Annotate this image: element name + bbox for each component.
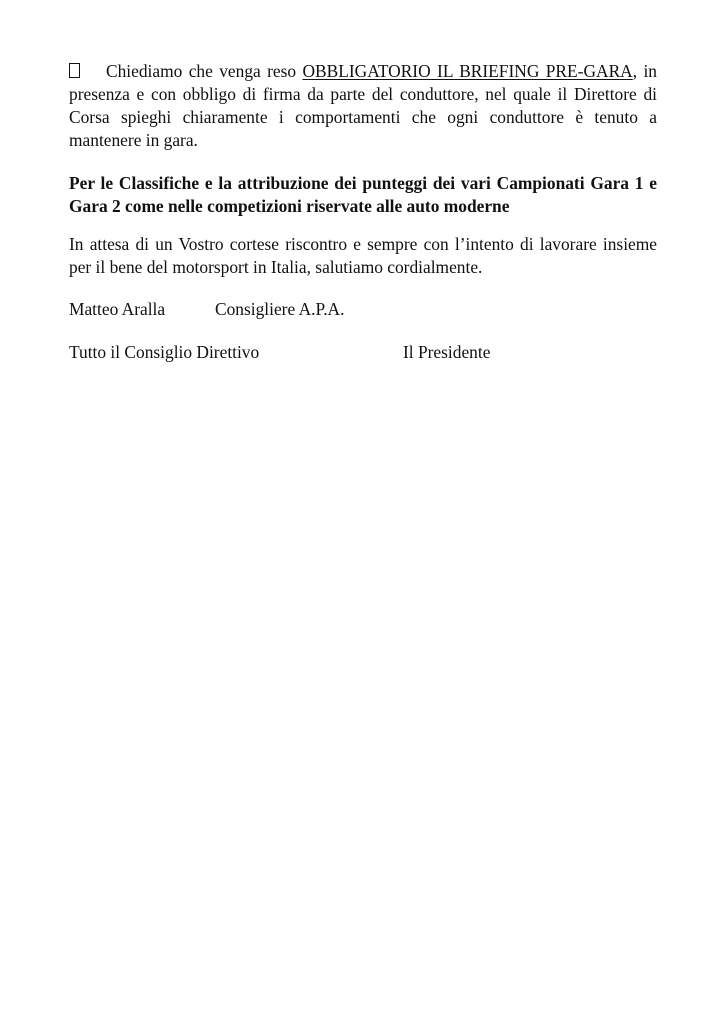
signer-name: Matteo Aralla — [69, 299, 166, 319]
classification-note: Per le Classifiche e la attribuzione dei punteggi dei vari Campionati Gara 1 e Gara 2 come nelle competizioni riservate alle auto moderne — [69, 173, 657, 216]
briefing-request-rest: , in presenza e con obbligo di firma da parte del conduttore, nel quale il Direttore di Corsa spieghi chiaramente i comportamenti che ogni conduttore è tenuto a mantenere in gara. — [69, 61, 657, 150]
briefing-obligatory-emphasis: OBBLIGATORIO IL BRIEFING PRE-GARA — [302, 61, 633, 81]
council-signature: Tutto il Consiglio Direttivo — [69, 342, 260, 362]
briefing-request-lead: Chiediamo che venga reso — [106, 61, 297, 81]
closing-paragraph: In attesa di un Vostro cortese riscontro e sempre con l’intento di lavorare insieme per il bene del motorsport in Italia, salutiamo cordialmente. — [69, 234, 657, 277]
briefing-request-paragraph — [69, 60, 657, 152]
signer-role: Consigliere A.P.A. — [215, 299, 345, 319]
president-signature: Il Presidente — [403, 342, 491, 362]
missing-glyph-box-icon — [69, 63, 80, 78]
